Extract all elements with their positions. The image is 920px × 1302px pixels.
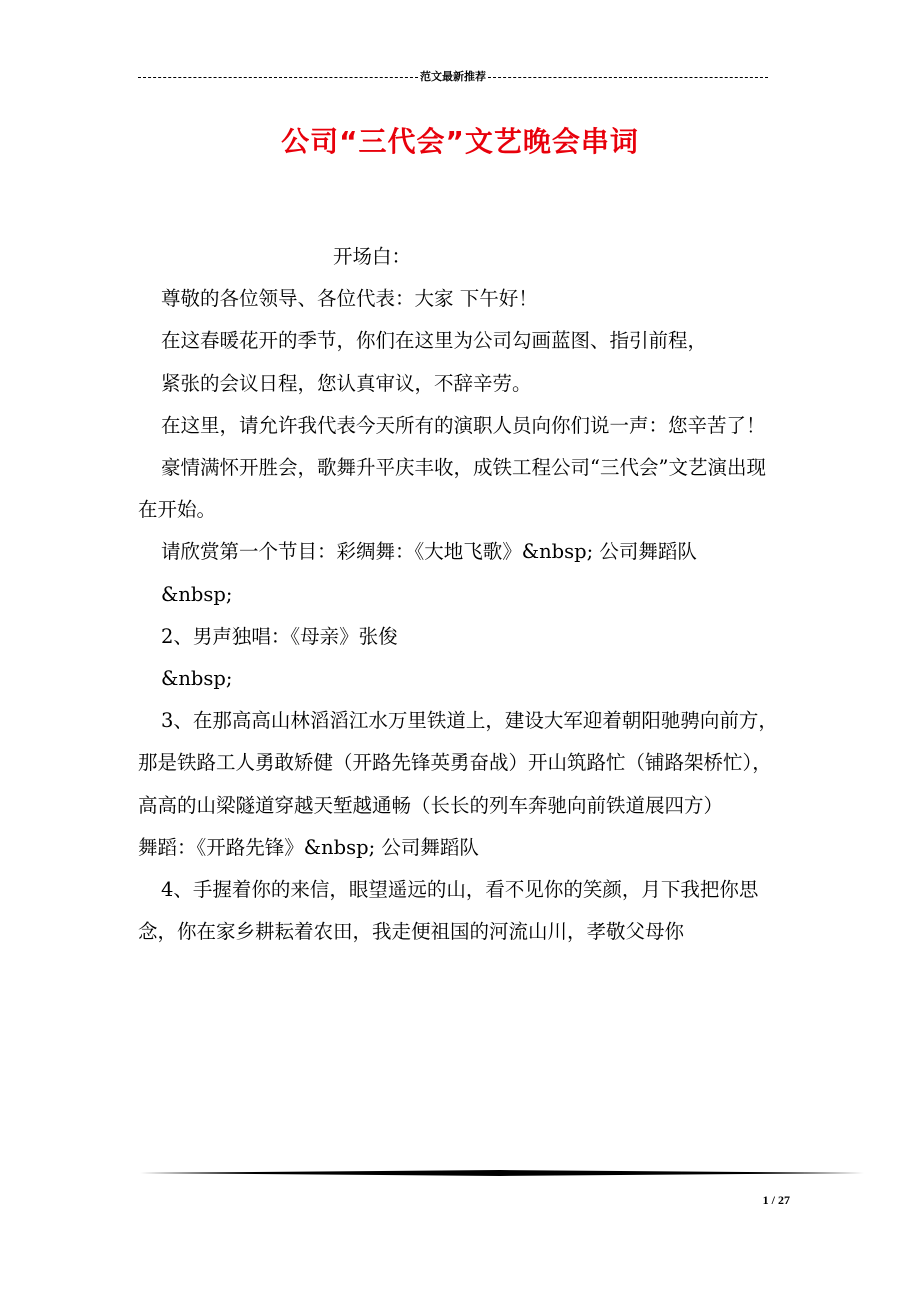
document-body: [138, 236, 783, 953]
paragraph: 豪情满怀开胜会，歌舞升平庆丰收，成铁工程公司“三代会”文艺演出现在开始。: [138, 456, 766, 522]
page-number: 1 / 27: [762, 1193, 790, 1207]
page-header: [138, 66, 768, 86]
header-dash-left: [138, 77, 418, 78]
paragraph: 在这里，请允许我代表今天所有的演职人员向你们说一声：您辛苦了！: [161, 413, 766, 437]
paragraph: 请欣赏第一个节目：彩绸舞：《大地飞歌》&nbsp; 公司舞蹈队: [161, 540, 697, 564]
paragraph-opening: 开场白：: [333, 245, 412, 268]
paragraph: 紧张的会议日程，您认真审议，不辞辛劳。: [161, 371, 532, 395]
paragraph: &nbsp;: [161, 667, 233, 691]
footer-rule: [140, 1170, 864, 1176]
paragraph: 3、在那高高山林滔滔江水万里铁道上，建设大军迎着朝阳驰骋向前方，那是铁路工人勇敢矫健（开路先锋英勇奋战）开山筑路忙（铺路架桥忙），高高的山梁隧道穿越天堑越通畅（长长的列车奔驰向前铁道展四方）: [138, 709, 778, 817]
document-title: 公司“三代会”文艺晚会串词: [281, 125, 639, 158]
paragraph: 在这春暖花开的季节，你们在这里为公司勾画蓝图、指引前程，: [161, 329, 708, 353]
header-label: 范文最新推荐: [420, 70, 486, 83]
paragraph: 舞蹈：《开路先锋》&nbsp; 公司舞蹈队: [138, 835, 479, 859]
paragraph: 尊敬的各位领导、各位代表：大家 下午好！: [161, 287, 538, 311]
paragraph: 2、男声独唱：《母亲》张俊: [161, 624, 398, 648]
paragraph: &nbsp;: [161, 582, 233, 606]
paragraph: 4、手握着你的来信，眼望遥远的山，看不见你的笑颜，月下我把你思念，你在家乡耕耘着农田，我走便祖国的河流山川，孝敬父母你: [138, 878, 759, 944]
header-dash-right: [488, 77, 768, 78]
